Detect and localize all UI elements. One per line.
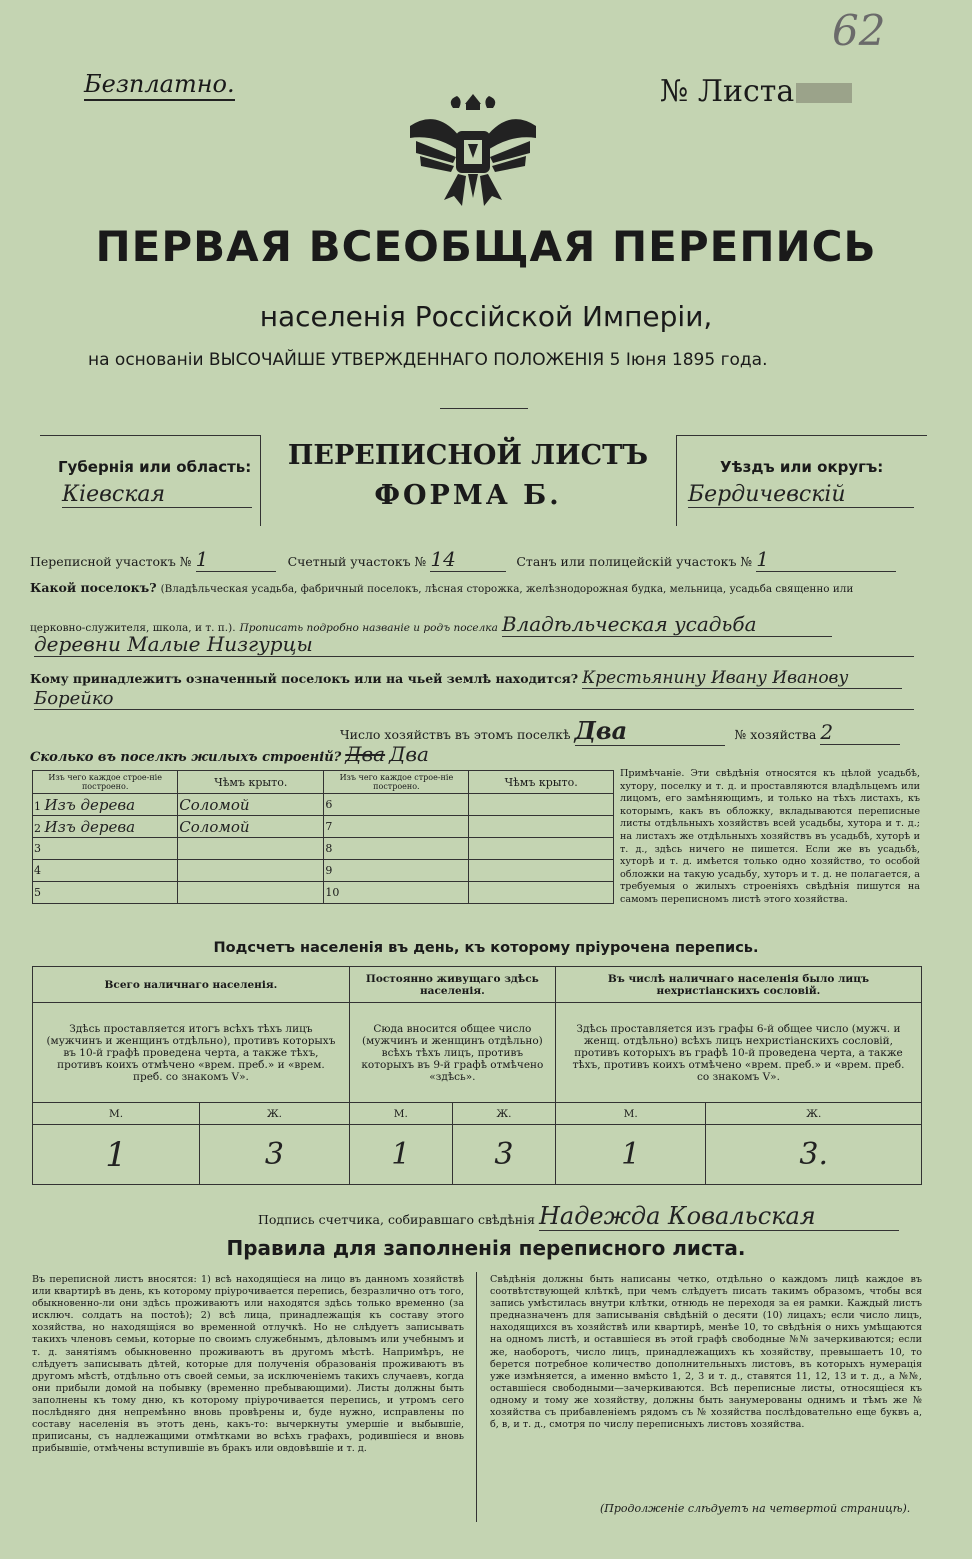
- pop-desc-resident: Сюда вносится общее число (мужчинъ и женщинъ отдѣльно) всѣхъ тѣхъ лицъ, противъ которыхъ въ 9-й графѣ отмѣчено «здѣсь».: [349, 1003, 555, 1103]
- building-material: Изъ дерева: [44, 817, 136, 836]
- stan-value: 1: [756, 547, 896, 572]
- buildings-struck: Два: [345, 742, 386, 766]
- counting-district-label: Счетный участокъ №: [287, 554, 427, 569]
- census-district-row: [30, 547, 896, 572]
- building-roof: Соломой: [178, 794, 324, 816]
- signature-row: [258, 1202, 899, 1231]
- building-material: Изъ дерева: [44, 795, 136, 814]
- uezd-label: Уѣздъ или округъ:: [720, 458, 884, 476]
- household-no-label: № хозяйства: [734, 727, 817, 742]
- population-heading: Подсчетъ населенія въ день, къ которому пріурочена перепись.: [213, 940, 759, 956]
- census-district-value: 1: [196, 547, 276, 572]
- building-row-number: 9: [324, 860, 469, 882]
- settlement-row: [30, 580, 853, 595]
- pop-resident-female: 3: [452, 1125, 555, 1185]
- pop-female-header: Ж.: [200, 1103, 350, 1125]
- pop-desc-nonchristian: Здѣсь проставляется изъ графы 6-й общее число (мужч. и женщ. отдѣльно) всѣхъ лицъ нехристіанскихъ сословій, противъ которыхъ въ графѣ 10-й проведена черта, а также тѣхъ, противъ коихъ отмѣчено «врем. преб.» и «врем. преб. со знакомъ V».: [555, 1003, 921, 1103]
- building-roof: Соломой: [178, 816, 324, 838]
- signature-label: Подпись счетчика, собиравшаго свѣдѣнія: [258, 1212, 535, 1227]
- owner-value: Крестьянину Ивану Иванову: [582, 668, 902, 689]
- table-row: 2 Изъ дерева Соломой 7: [33, 816, 614, 838]
- pop-female-header: Ж.: [706, 1103, 922, 1125]
- buildings-row: [30, 742, 429, 766]
- settlement-value-2: деревни Малые Низгурцы: [34, 632, 914, 657]
- pop-present-male: 1: [33, 1125, 200, 1185]
- sheet-number-blot: [796, 83, 852, 103]
- building-row-number: 10: [324, 882, 469, 904]
- pop-resident-male: 1: [349, 1125, 452, 1185]
- household-no-value: 2: [820, 720, 900, 745]
- corner-page-number: 62: [832, 6, 886, 55]
- sheet-number: [660, 74, 852, 109]
- uezd-box: [676, 435, 927, 526]
- table-row: 3 8: [33, 838, 614, 860]
- owner-label: Кому принадлежитъ означенный поселокъ или на чьей землѣ находится?: [30, 671, 579, 686]
- pop-male-header: М.: [349, 1103, 452, 1125]
- settlement-hint-2: церковно-служителя, школа, и т. п.).: [30, 622, 236, 634]
- table-row: 4 9: [33, 860, 614, 882]
- households-label: Число хозяйствъ въ этомъ поселкѣ: [340, 727, 571, 742]
- building-row-number: 6: [324, 794, 469, 816]
- pop-nonchristian-female: 3.: [706, 1125, 922, 1185]
- pop-male-header: М.: [33, 1103, 200, 1125]
- settlement-hint: (Владѣльческая усадьба, фабричный поселокъ, лѣсная сторожка, желѣзнодорожная будка, мельница, усадьба священно или: [160, 583, 854, 595]
- imperial-eagle-icon: [398, 86, 548, 216]
- sheet-number-label: № Листа: [660, 74, 795, 109]
- table-row: 5 10: [33, 882, 614, 904]
- households-value: Два: [575, 716, 725, 746]
- rules-right-column: Свѣдѣнія должны быть написаны четко, отдѣльно о каждомъ лицѣ каждое въ соотвѣтствующей клѣткѣ, при чемъ слѣдуетъ писать такимъ образомъ, чтобы вся запись умѣстилась внутри клѣтки, отнюдь не переходя за ея рамки. Каждый листъ предназначенъ для записыванія свѣдѣній о десяти (10) лицахъ; если число лицъ, находящихся въ хозяйствѣ или квартирѣ, менѣе 10, то свѣдѣнія о нихъ умѣщаются на одномъ листѣ, и оставшіеся въ этой графѣ свободные №№ зачеркиваются; если же, наоборотъ, число лицъ, принадлежащихъ къ хозяйству, превышаетъ 10, то берется потребное количество дополнительныхъ листовъ, въ которыхъ нумерація уже измѣняется, а именно вмѣсто 1, 2, 3 и т. д., ставятся 11, 12, 13 и т. д., а №№, оставшіеся свободными—зачеркиваются. Всѣ переписные листы, относящіеся къ одному и тому же хозяйству, должны быть занумерованы однимъ и тѣмъ же № хозяйства съ прибавленіемъ рядомъ съ № хозяйства послѣдовательно еще буквъ а, б, в, и т. д., смотря по числу переписныхъ листовъ хозяйства.: [490, 1274, 922, 1431]
- rules-divider: [476, 1272, 477, 1522]
- buildings-label: Сколько въ поселкѣ жилыхъ строеній?: [30, 750, 342, 765]
- note-block: Примѣчаніе. Эти свѣдѣнія относятся къ цѣлой усадьбѣ, хутору, поселку и т. д. и проставляются владѣльцемъ или лицомъ, его замѣняющимъ, и только на тѣхъ листахъ, къ которымъ, какъ въ обложку, вкладываются переписные листы отдѣльныхъ хозяйствъ всей усадьбы, хутора и т. д.; на листахъ же отдѣльныхъ хозяйствъ въ усадьбѣ, хуторѣ и т. д., здѣсь ничего не пишется. Если же въ усадьбѣ, хуторѣ и т. д. имѣется только одно хозяйство, то особой обложки на такую усадьбу, хуторъ и т. д. не полагается, а требуемыя о жилыхъ строеніяхъ свѣдѣнія пишутся на самомъ переписномъ листѣ этого хозяйства.: [620, 768, 920, 905]
- rules-left-column: Въ переписной листъ вносятся: 1) всѣ находящіеся на лицо въ данномъ хозяйствѣ или квартирѣ въ день, къ которому пріурочивается перепись, безразлично отъ того, обыкновенно-ли они здѣсь проживаютъ или находятся здѣсь только временно (за исключ. солдатъ на постоѣ); 2) всѣ лица, принадлежащія къ составу этого хозяйства, но находящіяся во временной отлучкѣ. Но не слѣдуетъ записывать такихъ членовъ семьи, которые по своимъ служебнымъ, дѣловымъ или учебнымъ и т. д. занятіямъ обыкновенно проживаютъ въ другомъ мѣстѣ. Напримѣръ, не слѣдуетъ записывать дѣтей, которые для полученія образованія проживаютъ въ другомъ мѣстѣ, отдѣльно отъ своей семьи, за исключеніемъ такихъ случаевъ, когда они прибыли домой на побывку (временно пребывающими). Листы должны быть заполнены къ тому дню, къ которому пріурочивается перепись, и утромъ сего послѣдняго дня непремѣнно вновь провѣрены и, буде нужно, исправлены по составу населенія въ этотъ день, какъ-то: вычеркнуты умершіе и выбывшіе, приписаны, съ надлежащими отмѣтками во всѣхъ графахъ, родившіеся и вновь прибывшіе, отмѣчены вступившіе въ бракъ или овдовѣвшіе и т. д.: [32, 1274, 464, 1455]
- table-row: 1 Изъ дерева Соломой 6: [33, 794, 614, 816]
- census-district-label: Переписной участокъ №: [30, 554, 192, 569]
- form-letter: ФОРМА Б.: [374, 480, 562, 511]
- owner-row: [30, 668, 902, 689]
- page-title: ПЕРВАЯ ВСЕОБЩАЯ ПЕРЕПИСЬ: [95, 222, 877, 271]
- pop-male-header: М.: [555, 1103, 706, 1125]
- pop-col-present: Всего наличнаго населенія.: [33, 967, 350, 1003]
- basis-line: на основаніи ВЫСОЧАЙШЕ УТВЕРЖДЕННАГО ПОЛОЖЕНІЯ 5 Іюня 1895 года.: [88, 350, 768, 370]
- rules-title: Правила для заполненія переписного листа.: [226, 1236, 746, 1260]
- buildings-value: Два: [389, 742, 429, 766]
- pop-desc-present: Здѣсь проставляется итогъ всѣхъ тѣхъ лицъ (мужчинъ и женщинъ отдѣльно), противъ которыхъ въ 10-й графѣ проведена черта, а также тѣхъ, противъ коихъ отмѣчено «врем. преб.» и «врем. преб. со знакомъ V».: [33, 1003, 350, 1103]
- building-row-number: 8: [324, 838, 469, 860]
- page-subtitle: населенія Россійской Имперіи,: [259, 300, 713, 333]
- settlement-label: Какой поселокъ?: [30, 580, 157, 595]
- pop-nonchristian-male: 1: [555, 1125, 706, 1185]
- gubernia-label: Губернія или область:: [58, 458, 252, 476]
- buildings-col-material: Изъ чего каждое строе-ніе построено.: [33, 771, 178, 794]
- gubernia-box: [40, 435, 261, 526]
- rules-continued: (Продолженіе слѣдуетъ на четвертой страницѣ).: [600, 1502, 911, 1515]
- form-heading: ПЕРЕПИСНОЙ ЛИСТЪ: [287, 440, 649, 471]
- population-table: [32, 966, 922, 1185]
- settlement-hint-italic: Прописать подробно названіе и родъ поселка: [239, 622, 498, 634]
- buildings-col-material-2: Изъ чего каждое строе-ніе построено.: [324, 771, 469, 794]
- gubernia-value: Кіевская: [62, 482, 252, 508]
- buildings-table: [32, 770, 614, 904]
- pop-col-nonchristian: Въ числѣ наличнаго населенія было лицъ нехристіанскихъ сословій.: [555, 967, 921, 1003]
- settlement-value: Владѣльческая усадьба: [502, 612, 832, 637]
- counting-district-value: 14: [430, 547, 506, 572]
- stan-label: Станъ или полицейскій участокъ №: [516, 554, 753, 569]
- buildings-col-roof-2: Чѣмъ крыто.: [469, 771, 614, 794]
- building-row-number: 7: [324, 816, 469, 838]
- owner-value-2: Борейко: [34, 688, 914, 710]
- uezd-value: Бердичевскій: [688, 482, 914, 508]
- divider: [440, 408, 528, 409]
- pop-col-resident: Постоянно живущаго здѣсь населенія.: [349, 967, 555, 1003]
- free-label: Безплатно.: [84, 70, 235, 101]
- pop-present-female: 3: [200, 1125, 350, 1185]
- pop-female-header: Ж.: [452, 1103, 555, 1125]
- signature-value: Надежда Ковальская: [539, 1202, 899, 1231]
- buildings-col-roof: Чѣмъ крыто.: [178, 771, 324, 794]
